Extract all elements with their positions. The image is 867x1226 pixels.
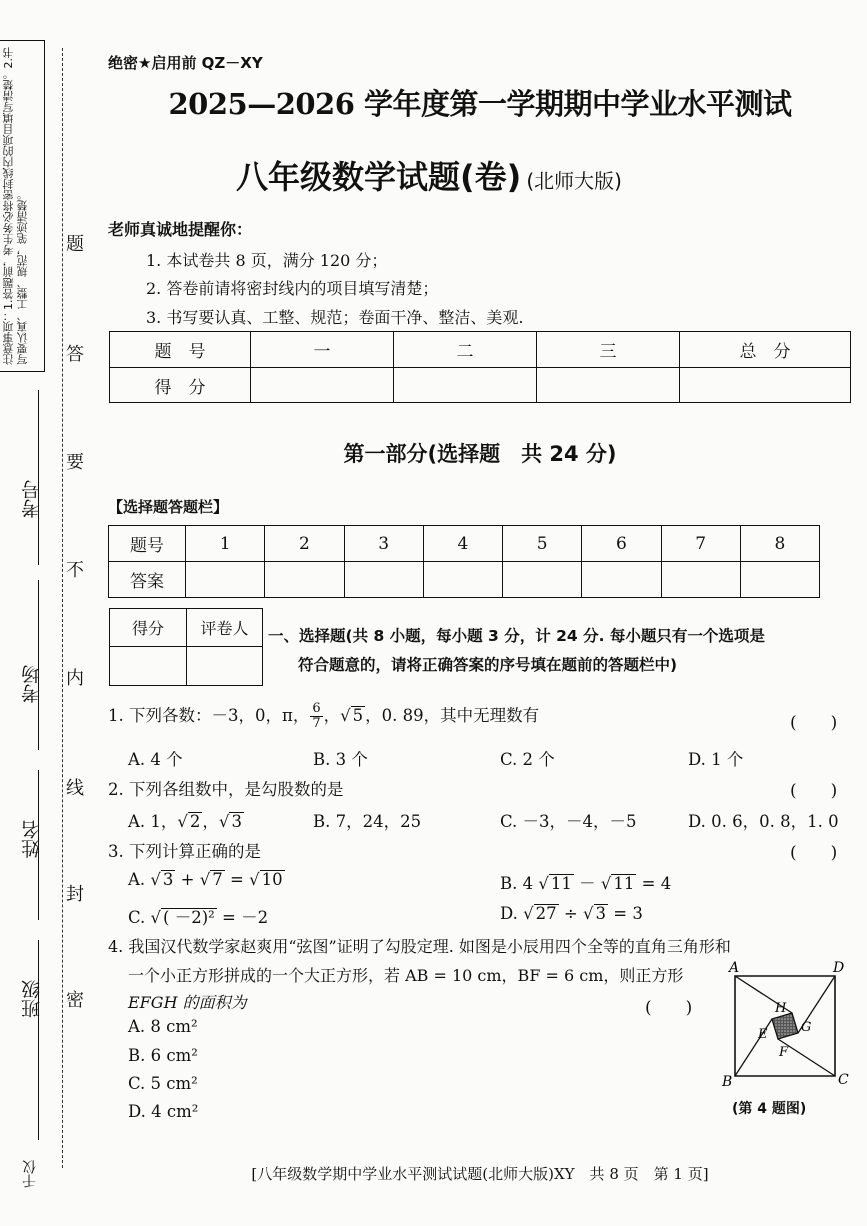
score-table-header: 二 — [394, 332, 537, 368]
section1-heading: 一、选择题(共 8 小题，每小题 3 分，计 24 分. 每小题只有一个选项是 — [268, 627, 765, 645]
q3-c-pre: C. — [128, 908, 151, 927]
score-table — [109, 331, 851, 403]
label-H: H — [775, 1001, 787, 1016]
answer-bar-header: 6 — [582, 526, 661, 562]
grader-score-label: 得分 — [110, 609, 187, 647]
answer-cell[interactable] — [423, 562, 502, 598]
answer-bar-header: 1 — [186, 526, 265, 562]
label-G: G — [801, 1020, 812, 1035]
seal-char: 题 — [63, 234, 84, 252]
notice-item: 3. 书写要认真、工整、规范；卷面干净、整洁、美观. — [146, 308, 524, 327]
grader-table — [109, 608, 263, 686]
q1-answer-paren[interactable]: ( ) — [790, 713, 838, 733]
label-D: D — [833, 960, 845, 976]
q3-c-eq: = －2 — [216, 908, 269, 927]
score-table-header: 总 分 — [680, 332, 851, 368]
score-row-label: 得 分 — [110, 368, 251, 403]
answer-bar-header: 8 — [740, 526, 819, 562]
q4-figure — [718, 958, 858, 1088]
part1-title: 第一部分(选择题 共 24 分) — [343, 442, 617, 466]
question-3-stem: 3. 下列计算正确的是 — [108, 842, 261, 861]
grader-reviewer-label: 评卷人 — [187, 609, 263, 647]
q3-d-div: ÷ — [558, 904, 583, 923]
seal-char: 不 — [63, 560, 84, 578]
score-cell[interactable] — [537, 368, 680, 403]
q4-option-c: C. 5 cm² — [128, 1074, 198, 1093]
q2-a-mid: ， — [202, 812, 219, 831]
q2-option-b: B. 7，24，25 — [313, 812, 422, 831]
question-4-line2: 一个小正方形拼成的一个大正方形，若 AB = 10 cm，BF = 6 cm，则正方形 — [128, 966, 684, 985]
answer-cell[interactable] — [740, 562, 819, 598]
notice-item: 2. 答卷前请将密封线内的项目填写清楚； — [146, 279, 439, 298]
q3-b-minus: － — [573, 874, 601, 893]
notice-heading: 老师真诚地提醒你： — [108, 220, 253, 239]
q1-frac-den: 7 — [312, 716, 321, 731]
q1-option-d: D. 1 个 — [688, 750, 744, 769]
q1-pre: 1. 下列各数：－3，0，π， — [108, 706, 310, 725]
q1-option-a: A. 4 个 — [128, 750, 183, 769]
seal-char: 线 — [63, 778, 84, 796]
answer-cell[interactable] — [186, 562, 265, 598]
q1-root: 5 — [352, 706, 364, 725]
answer-row-label: 答案 — [109, 562, 186, 598]
field-line-3 — [38, 770, 39, 920]
label-A: A — [729, 960, 740, 976]
section1-heading-cont: 符合题意的，请将正确答案的序号填在题前的答题栏中) — [298, 656, 678, 674]
question-4-line3: EFGH 的面积为 — [128, 993, 247, 1012]
field-exam-room: 考场 — [21, 665, 43, 703]
q3-option-c: C. √ ( －2)² = －2 — [128, 908, 269, 927]
label-E: E — [758, 1027, 768, 1042]
score-table-header: 三 — [537, 332, 680, 368]
q4-figure-caption: (第 4 题图) — [732, 1101, 807, 1117]
q2-answer-paren[interactable]: ( ) — [790, 781, 838, 801]
field-name: 姓名 — [21, 820, 43, 858]
seal-char: 答 — [63, 344, 84, 362]
answer-bar-header: 题号 — [109, 526, 186, 562]
score-table-header: 题 号 — [110, 332, 251, 368]
q3-a-plus: + — [175, 870, 200, 889]
answer-cell[interactable] — [661, 562, 740, 598]
q3-option-d: D. √ 27 ÷ √ 3 = 3 — [500, 904, 643, 923]
q3-c-root: ( －2)² — [163, 908, 215, 927]
q1-post: ，0. 89，其中无理数有 — [365, 706, 540, 725]
q3-b-eq: = 4 — [636, 874, 672, 893]
label-B: B — [722, 1074, 733, 1088]
q2-a-pre: A. 1， — [128, 812, 178, 831]
q1-fraction — [310, 702, 322, 730]
subtitle-main: 八年级数学试题(卷) — [236, 158, 522, 196]
q3-option-a: A. √ 3 + √ 7 = √ 10 — [128, 870, 283, 889]
answer-bar-header: 4 — [423, 526, 502, 562]
seal-char: 要 — [63, 452, 84, 470]
notice-box — [0, 40, 45, 372]
field-exam-number: 考号 — [21, 480, 43, 518]
q2-a-root2: 3 — [231, 812, 242, 831]
grader-score-cell[interactable] — [110, 647, 187, 686]
q3-b-root1: 11 — [550, 874, 572, 893]
score-cell[interactable] — [251, 368, 394, 403]
question-4-line1: 4. 我国汉代数学家赵爽用“弦图”证明了勾股定理. 如图是小辰用四个全等的直角三角形和 — [108, 937, 731, 956]
seal-char: 封 — [63, 884, 84, 902]
notice-item: 1. 本试卷共 8 页，满分 120 分； — [146, 251, 388, 270]
q2-option-a: A. 1，√ 2 ，√ 3 — [128, 812, 242, 831]
field-class: 班级 — [21, 980, 43, 1018]
score-table-header: 一 — [251, 332, 394, 368]
q4-option-d: D. 4 cm² — [128, 1102, 199, 1121]
q3-d-root1: 27 — [535, 904, 557, 923]
q3-answer-paren[interactable]: ( ) — [790, 843, 838, 863]
q1-option-c: C. 2 个 — [500, 750, 555, 769]
answer-bar-label: 【选择题答题栏】 — [108, 498, 229, 516]
answer-cell[interactable] — [344, 562, 423, 598]
seal-char: 内 — [63, 668, 84, 686]
notice-box-text: 注意事项：1.答题前，考生务必将密封线内的项目填写清楚。2.书写要认真、工整、规范，笔迹清楚。 — [2, 47, 29, 365]
answer-bar-header: 3 — [344, 526, 423, 562]
answer-bar-table — [108, 525, 820, 598]
question-1-stem: 1. 下列各数：－3，0，π， $\frac{6}{7}$ ，√ 5 ，0. 89，其中无理数有 — [108, 701, 540, 731]
q4-option-a: A. 8 cm² — [128, 1017, 198, 1036]
q3-b-root2: 11 — [613, 874, 635, 893]
q4-answer-paren[interactable]: ( ) — [645, 998, 693, 1018]
answer-bar-header: 5 — [503, 526, 582, 562]
q1-option-b: B. 3 个 — [313, 750, 368, 769]
q3-d-pre: D. — [500, 904, 524, 923]
q1-mid: ， — [323, 706, 341, 725]
q3-d-eq: = 3 — [608, 904, 643, 923]
question-2-stem: 2. 下列各组数中，是勾股数的是 — [108, 780, 344, 799]
field-line-4 — [38, 940, 39, 1140]
answer-bar-header: 2 — [265, 526, 344, 562]
q3-a-root3: 10 — [261, 870, 283, 889]
answer-cell[interactable] — [582, 562, 661, 598]
page-title: 2025—2026 学年度第一学期期中学业水平测试 — [168, 87, 792, 121]
q3-b-pre: B. 4 — [500, 874, 539, 893]
page-footer: [八年级数学期中学业水平测试试题(北师大版)XY 共 8 页 第 1 页] — [251, 1165, 709, 1183]
seal-char: 密 — [63, 990, 84, 1008]
q2-option-c: C. －3，－4，－5 — [500, 812, 637, 831]
q4-option-b: B. 6 cm² — [128, 1046, 198, 1065]
label-C: C — [838, 1072, 849, 1088]
answer-bar-header: 7 — [661, 526, 740, 562]
q3-a-root1: 3 — [162, 870, 174, 889]
q3-d-root2: 3 — [595, 904, 606, 923]
field-line-2 — [38, 580, 39, 750]
answer-cell[interactable] — [265, 562, 344, 598]
q3-a-pre: A. — [128, 870, 151, 889]
grader-reviewer-cell[interactable] — [187, 647, 263, 686]
q2-a-root1: 2 — [189, 812, 201, 831]
q1-frac-num: 6 — [312, 701, 321, 717]
bottom-label: 千仪 — [22, 1160, 38, 1188]
subtitle — [236, 152, 622, 198]
q3-a-eq: = — [224, 870, 250, 889]
q3-option-b: B. 4 √ 11 － √ 11 = 4 — [500, 874, 672, 893]
q3-a-root2: 7 — [212, 870, 223, 889]
field-line-1 — [38, 390, 39, 565]
q2-option-d: D. 0. 6，0. 8，1. 0 — [688, 812, 839, 831]
label-F: F — [779, 1045, 789, 1060]
score-cell[interactable] — [394, 368, 537, 403]
secret-label: 绝密★启用前 QZ－XY — [108, 54, 263, 72]
inner-square — [772, 1013, 798, 1039]
subtitle-edition: (北师大版) — [526, 169, 622, 193]
answer-cell[interactable] — [503, 562, 582, 598]
score-cell[interactable] — [680, 368, 851, 403]
